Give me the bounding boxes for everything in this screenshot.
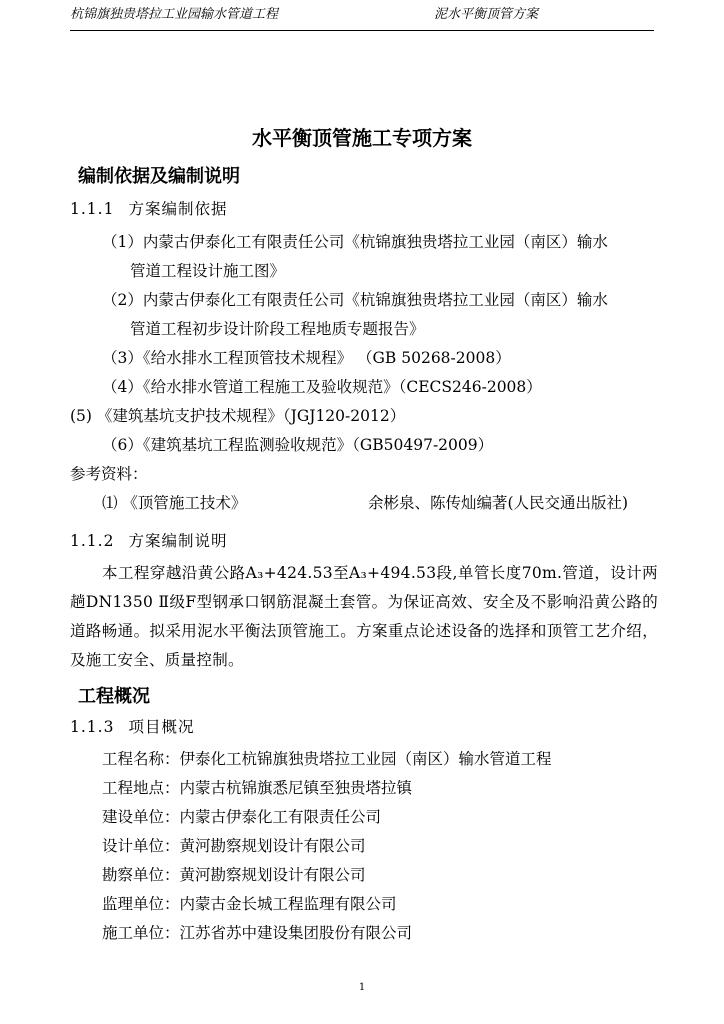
ref-item-1-cont: 管道工程设计施工图》 xyxy=(130,262,286,280)
page-number: 1 xyxy=(358,982,366,993)
project-row-contractor: 施工单位：江苏省苏中建设集团股份有限公司 xyxy=(102,924,413,942)
project-row-owner: 建设单位：内蒙古伊泰化工有限责任公司 xyxy=(102,808,382,826)
project-row-surveyor: 勘察单位：黄河勘察规划设计有限公司 xyxy=(102,866,366,884)
section-title: 项目概况 xyxy=(128,718,195,736)
ref-item-5: (5) 《建筑基坑支护技术规程》（JGJ120-2012） xyxy=(70,407,406,425)
reference-book-author: 余彬泉、陈传灿编著(人民交通出版社) xyxy=(368,494,629,512)
section-number: 1.1.2 xyxy=(70,532,115,550)
ref-item-1: （1）内蒙古伊泰化工有限责任公司《杭锦旗独贵塔拉工业园（南区）输水 xyxy=(102,233,608,251)
section-number: 1.1.1 xyxy=(70,200,115,218)
reference-materials-label: 参考资料： xyxy=(70,465,148,483)
project-row-supervisor: 监理单位：内蒙古金长城工程监理有限公司 xyxy=(102,895,397,913)
header-doc-name: 泥水平衡顶管方案 xyxy=(434,7,539,22)
section-1-1-3 xyxy=(70,716,194,738)
project-row-location: 工程地点：内蒙古杭锦旗悉尼镇至独贵塔拉镇 xyxy=(102,779,413,797)
section-1-1-1 xyxy=(70,198,227,220)
ref-item-2: （2）内蒙古伊泰化工有限责任公司《杭锦旗独贵塔拉工业园（南区）输水 xyxy=(102,291,608,309)
ref-item-6: （6）《建筑基坑工程监测验收规范》（GB50497-2009） xyxy=(102,436,494,454)
section-title: 方案编制说明 xyxy=(128,532,228,550)
reference-book-title: ⑴ 《顶管施工技术》 xyxy=(102,494,247,512)
document-title: 水平衡顶管施工专项方案 xyxy=(252,126,472,150)
heading-basis: 编制依据及编制说明 xyxy=(78,166,240,187)
scheme-description-paragraph: 本工程穿越沿黄公路A₃+424.53至A₃+494.53段,单管长度70m.管道，设计两趟DN1350 Ⅱ级F型钢承口钢筋混凝土套管。为保证高效、安全及不影响沿黄公路的道路畅通。拟采用泥水平衡法顶管施工。方案重点论述设备的选择和顶管工艺介绍，及施工安全、质量控制。 xyxy=(70,564,658,669)
header-project-name: 杭锦旗独贵塔拉工业园输水管道工程 xyxy=(70,7,279,22)
ref-item-4: （4）《给水排水管道工程施工及验收规范》（CECS246-2008） xyxy=(102,378,542,396)
section-title: 方案编制依据 xyxy=(128,200,228,218)
section-number: 1.1.3 xyxy=(70,718,115,736)
ref-item-3: （3）《给水排水工程顶管技术规程》 （GB 50268-2008） xyxy=(102,349,511,367)
project-row-name: 工程名称：伊泰化工杭锦旗独贵塔拉工业园（南区）输水管道工程 xyxy=(102,750,552,768)
project-row-designer: 设计单位：黄河勘察规划设计有限公司 xyxy=(102,837,366,855)
heading-overview: 工程概况 xyxy=(78,686,150,707)
page-header xyxy=(70,0,654,31)
ref-item-2-cont: 管道工程初步设计阶段工程地质专题报告》 xyxy=(130,320,425,338)
section-1-1-2 xyxy=(70,530,227,552)
